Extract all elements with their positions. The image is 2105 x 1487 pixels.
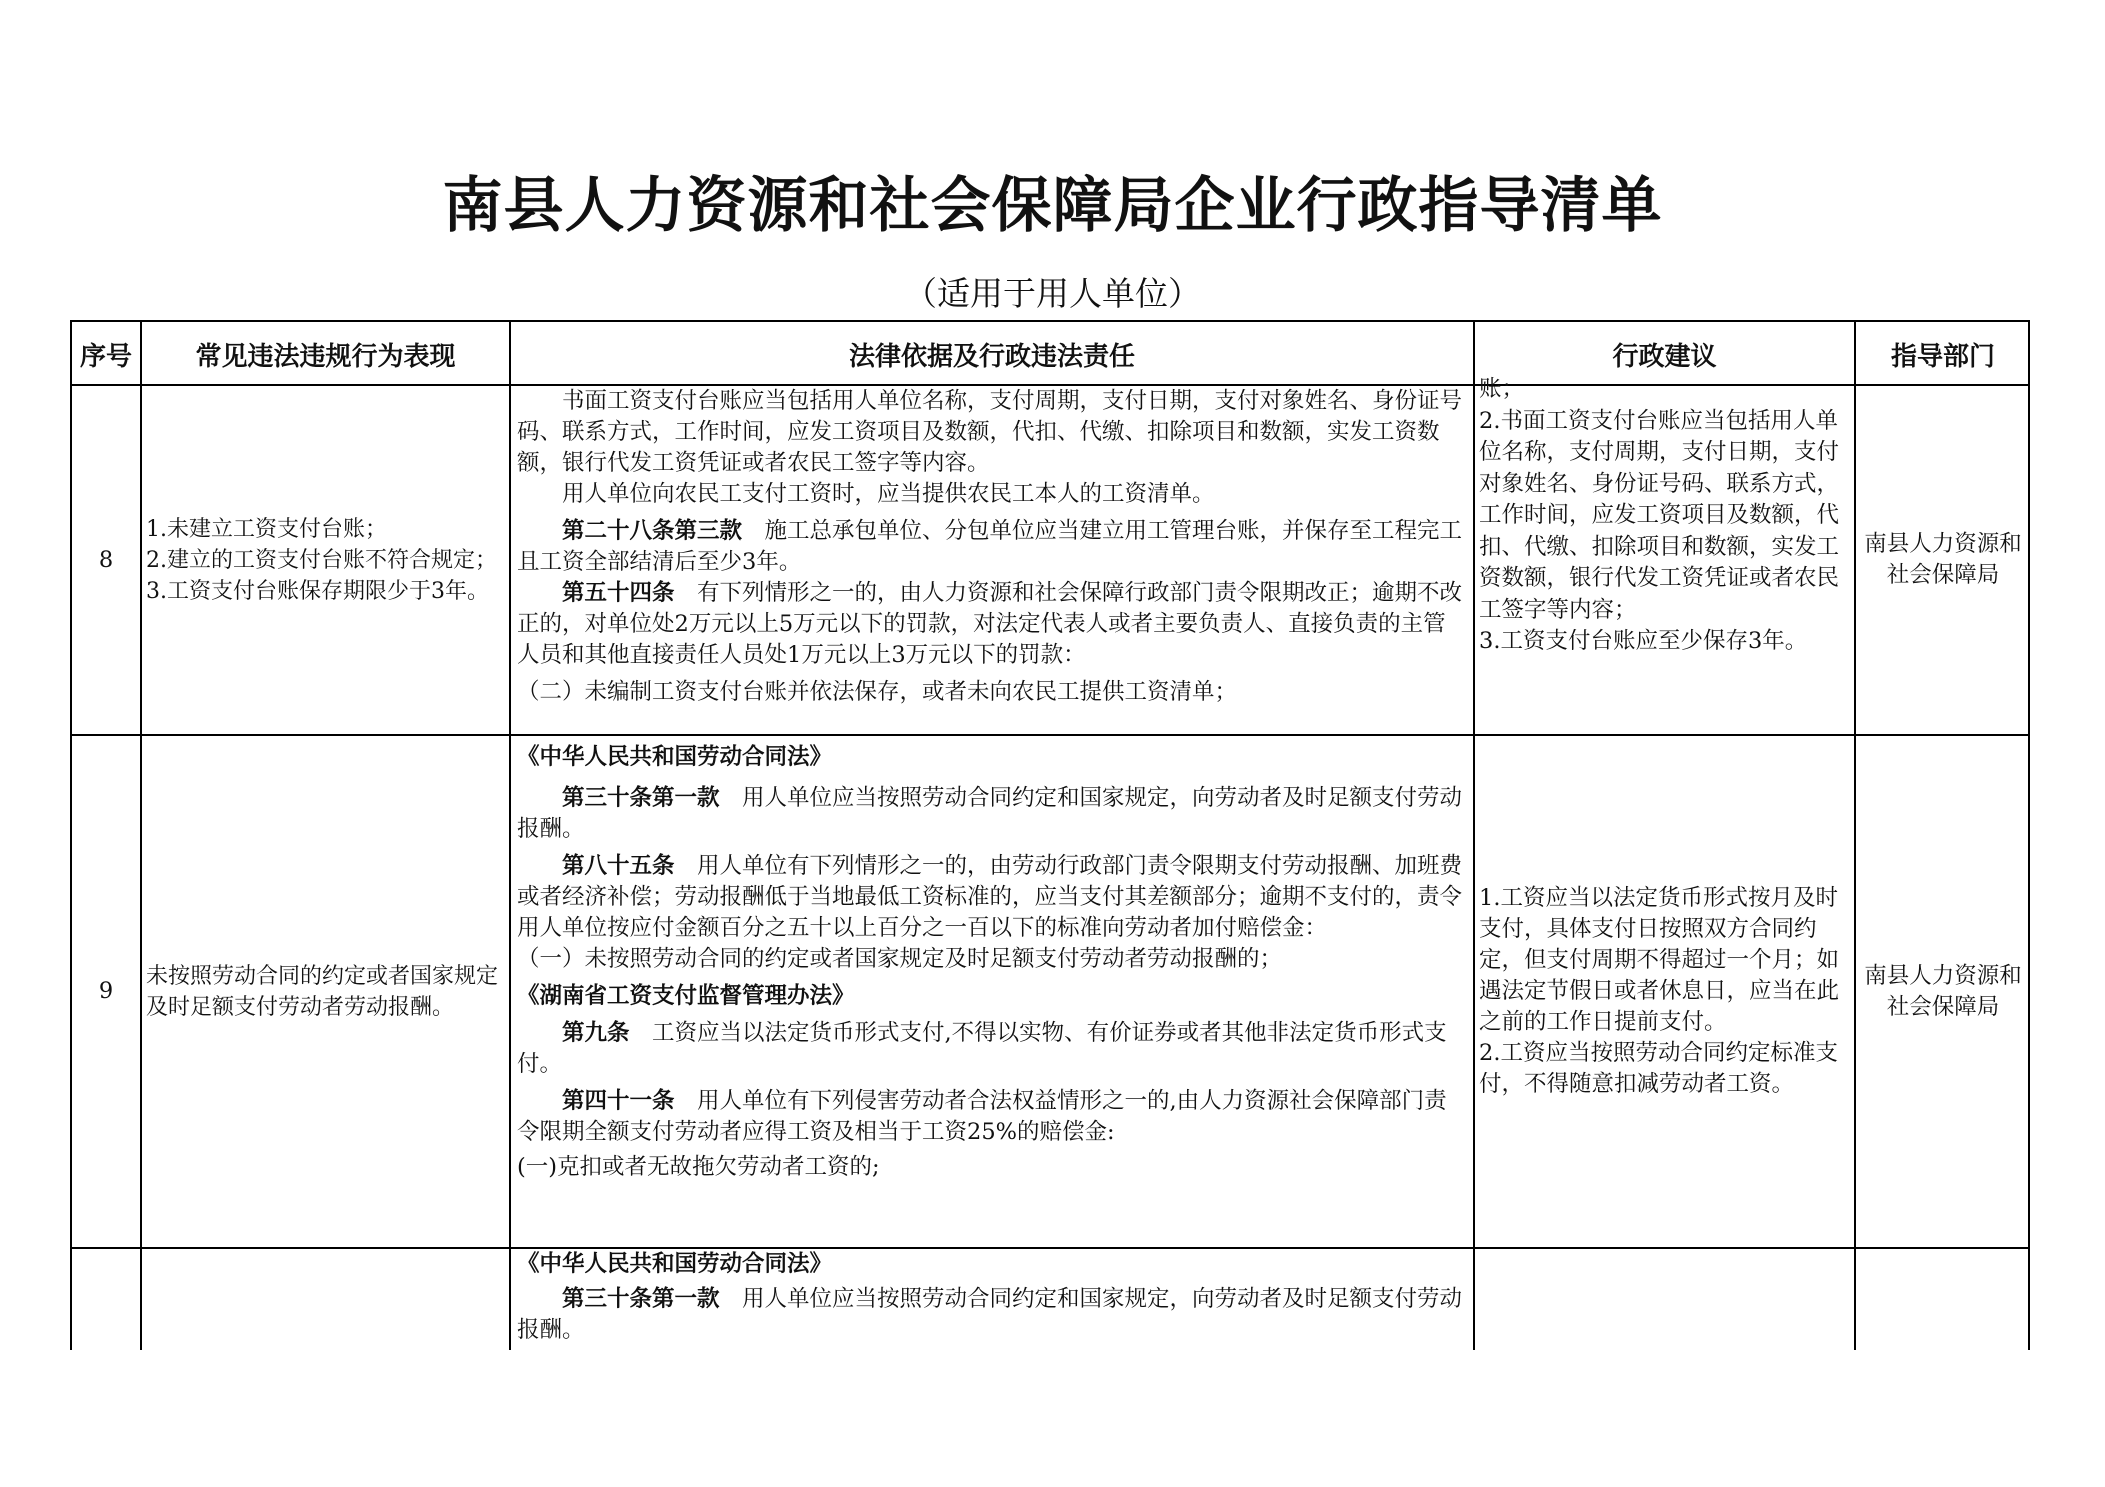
header-advice: 行政建议 bbox=[1612, 341, 1717, 372]
advice-item: 账； bbox=[1479, 376, 1525, 402]
row-advice bbox=[1477, 736, 1852, 1247]
law-paragraph: 用人单位向农民工支付工资时，应当提供农民工本人的工资清单。 bbox=[562, 481, 1215, 507]
page-subtitle: （适用于用人单位） bbox=[904, 274, 1201, 313]
header-dept: 指导部门 bbox=[1890, 341, 1995, 372]
row-behavior bbox=[144, 736, 507, 1247]
law-paragraph: 第九条 工资应当以法定货币形式支付,不得以实物、有价证券或者其他非法定货币形式支付。 bbox=[517, 1020, 1447, 1077]
law-paragraph: (一)克扣或者无故拖欠劳动者工资的; bbox=[517, 1154, 880, 1180]
row-seq bbox=[72, 1249, 140, 1349]
advice-item: 1.工资应当以法定货币形式按月及时支付，具体支付日按照双方合同约定，但支付周期不得超过一个月；如遇法定节假日或者休息日，应当在此之前的工作日提前支付。 bbox=[1479, 885, 1840, 1035]
law-paragraph: （一）未按照劳动合同的约定或者国家规定及时足额支付劳动者劳动报酬的； bbox=[517, 946, 1283, 972]
header-seq: 序号 bbox=[79, 341, 132, 372]
law-paragraph: 第二十八条第三款 施工总承包单位、分包单位应当建立用工管理台账，并保存至工程完工且工资全部结清后至少3年。 bbox=[517, 518, 1463, 575]
row-law bbox=[513, 1249, 1471, 1352]
law-paragraph: 书面工资支付台账应当包括用人单位名称，支付周期，支付日期，支付对象姓名、身份证号码、联系方式，工作时间，应发工资项目及数额，代扣、代缴、扣除项目和数额，实发工资数额，银行代发工资凭证或者农民工签字等内容。 bbox=[517, 388, 1463, 476]
advice-item: 2.工资应当按照劳动合同约定标准支付，不得随意扣减劳动者工资。 bbox=[1479, 1040, 1838, 1097]
law-paragraph: 第四十一条 用人单位有下列侵害劳动者合法权益情形之一的,由人力资源社会保障部门责令限期全额支付劳动者应得工资及相当于工资25%的赔偿金: bbox=[517, 1088, 1447, 1145]
behavior-item: 2.建立的工资支付台账不符合规定； bbox=[146, 547, 497, 573]
column-divider bbox=[140, 322, 142, 1350]
behavior-item: 3.工资支付台账保存期限少于3年。 bbox=[146, 578, 489, 604]
header-behavior: 常见违法违规行为表现 bbox=[195, 341, 456, 372]
behavior-item: 未按照劳动合同的约定或者国家规定及时足额支付劳动者劳动报酬。 bbox=[146, 963, 499, 1020]
row-law bbox=[513, 386, 1471, 732]
row-dept: 南县人力资源和社会保障局 bbox=[1864, 531, 2022, 588]
row-behavior bbox=[144, 386, 507, 734]
column-divider bbox=[1473, 322, 1475, 1350]
law-title: 《中华人民共和国劳动合同法》 bbox=[517, 1251, 833, 1277]
law-paragraph: （二）未编制工资支付台账并依法保存，或者未向农民工提供工资清单； bbox=[517, 679, 1238, 705]
law-paragraph: 第三十条第一款 用人单位应当按照劳动合同约定和国家规定，向劳动者及时足额支付劳动报酬。 bbox=[517, 1286, 1463, 1343]
row-dept: 南县人力资源和社会保障局 bbox=[1864, 962, 2022, 1020]
behavior-item: 1.未建立工资支付台账； bbox=[146, 516, 387, 542]
advice-item: 2.书面工资支付台账应当包括用人单位名称，支付周期，支付日期，支付对象姓名、身份证号码、联系方式，工作时间，应发工资项目及数额，代扣、代缴、扣除项目和数额，实发工资数额，银行代发工资凭证或者农民工签字等内容； bbox=[1479, 407, 1840, 623]
law-paragraph: 第五十四条 有下列情形之一的，由人力资源和社会保障行政部门责令限期改正；逾期不改正的，对单位处2万元以上5万元以下的罚款，对法定代表人或者主要负责人、直接负责的主管人员和其他直接责任人员处1万元以上3万元以下的罚款： bbox=[517, 580, 1463, 668]
page-title: 南县人力资源和社会保障局企业行政指导清单 bbox=[442, 171, 1663, 241]
row-seq: 8 bbox=[98, 546, 114, 573]
law-paragraph: 第八十五条 用人单位有下列情形之一的，由劳动行政部门责令限期支付劳动报酬、加班费或者经济补偿；劳动报酬低于当地最低工资标准的，应当支付其差额部分；逾期不支付的，责令用人单位按应付金额百分之五十以上百分之一百以下的标准向劳动者加付赔偿金： bbox=[517, 853, 1463, 941]
header-law: 法律依据及行政违法责任 bbox=[848, 341, 1135, 372]
row-law bbox=[513, 742, 1471, 1247]
row-advice bbox=[1477, 374, 1852, 734]
law-paragraph: 第三十条第一款 用人单位应当按照劳动合同约定和国家规定，向劳动者及时足额支付劳动报酬。 bbox=[517, 785, 1463, 842]
law-title: 《湖南省工资支付监督管理办法》 bbox=[517, 983, 855, 1009]
column-divider bbox=[1854, 322, 1856, 1350]
guidance-table bbox=[70, 320, 2030, 1350]
law-title: 《中华人民共和国劳动合同法》 bbox=[517, 744, 833, 770]
row-seq: 9 bbox=[98, 978, 114, 1004]
advice-item: 3.工资支付台账应至少保存3年。 bbox=[1479, 628, 1808, 654]
column-divider bbox=[509, 322, 511, 1350]
